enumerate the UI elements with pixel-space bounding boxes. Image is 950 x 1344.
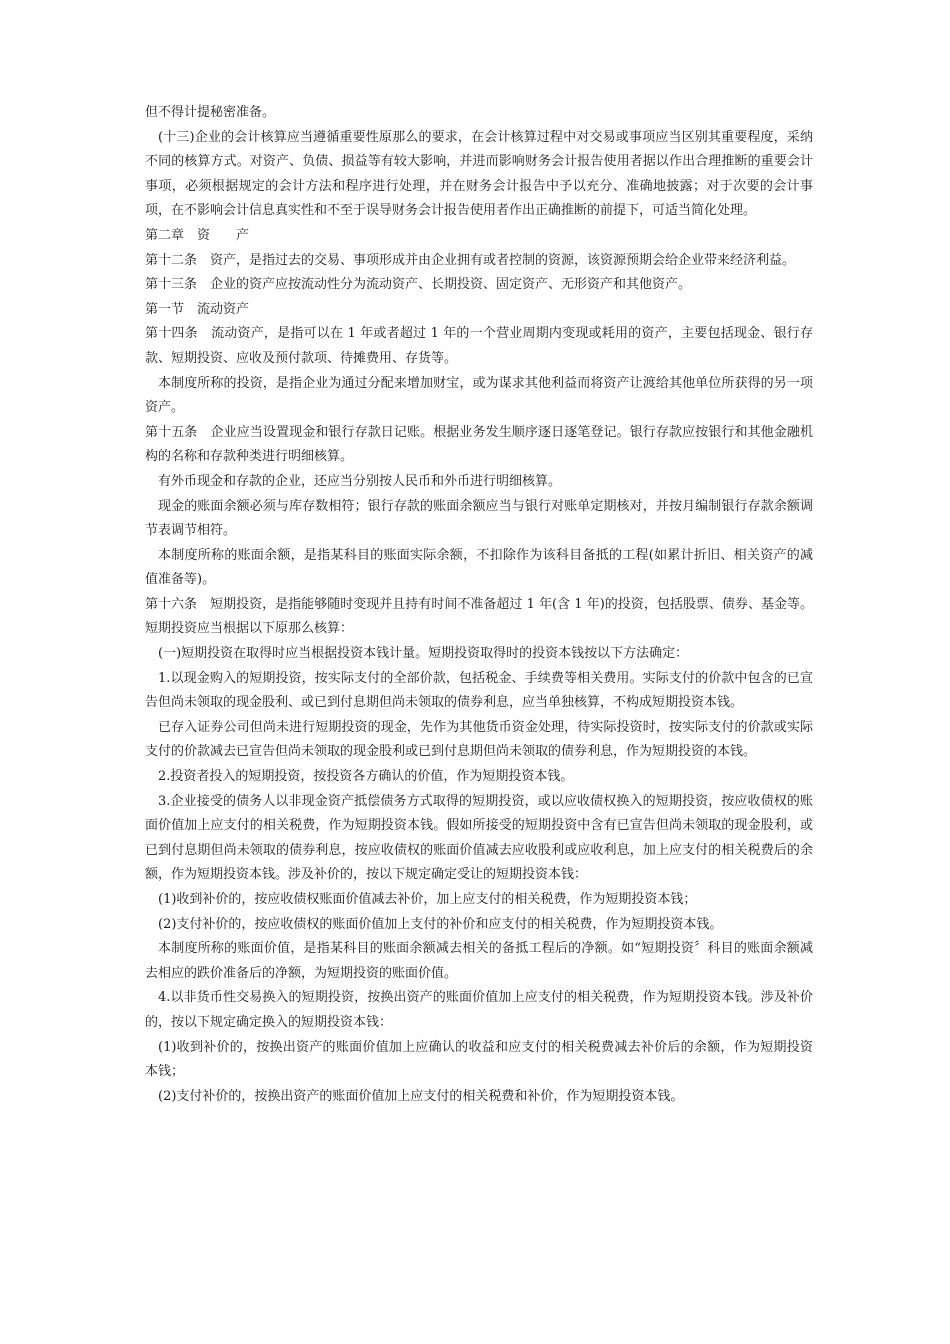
paragraph: (十三)企业的会计核算应当遵循重要性原那么的要求，在会计核算过程中对交易或事项应当区别其重要程度，采纳不同的核算方式。对资产、负债、损益等有较大影响，并进而影响财务会计报告使用者据以作出合理推断的重要会计事项，必须根据规定的会计方法和程序进行处理，并在财务会计报告中予以充分、准确地披露；对于次要的会计事项，在不影响会计信息真实性和不至于误导财务会计报告使用者作出正确推断的前提下，可适当简化处理。 [145, 129, 813, 219]
paragraph: (1)收到补价的，按应收债权账面价值减去补价，加上应支付的相关税费，作为短期投资本钱； [158, 892, 697, 907]
paragraph: (1)收到补价的，按换出资产的账面价值加上应确认的收益和应支付的相关税费减去补价后的余额，作为短期投资本钱； [145, 1039, 813, 1080]
paragraph: 本制度所称的账面价值，是指某科目的账面余额减去相关的备抵工程后的净额。如“短期投资〞科目的账面余额减去相应的跌价准备后的净额，为短期投资的账面价值。 [145, 941, 813, 981]
paragraph: 本制度所称的投资，是指企业为通过分配来增加财宝，或为谋求其他利益而将资产让渡给其他单位所获得的另一项资产。 [145, 375, 813, 416]
article-paragraph: 第十五条 企业应当设置现金和银行存款日记账。根据业务发生顺序逐日逐笔登记。银行存款应按银行和其他金融机构的名称和存款种类进行明细核算。 [145, 424, 813, 465]
paragraph: 但不得计提秘密准备。 [145, 105, 276, 120]
paragraph: 有外币现金和存款的企业，还应当分别按人民币和外币进行明细核算。 [158, 473, 562, 489]
paragraph: 本制度所称的账面余额，是指某科目的账面实际余额，不扣除作为该科目备抵的工程(如累计折旧、相关资产的减值准备等)。 [145, 547, 813, 588]
paragraph: 1.以现金购入的短期投资，按实际支付的全部价款，包括税金、手续费等相关费用。实际支付的价款中包含的已宣告但尚未领取的现金股利、或已到付息期但尚未领取的债券利息，应当单独核算，不构成短期投资本钱。 [145, 670, 813, 711]
chapter-heading: 第二章 资 产 [145, 227, 250, 243]
paragraph: 现金的账面余额必须与库存数相符；银行存款的账面余额应当与银行对账单定期核对，并按月编制银行存款余额调节表调节相符。 [145, 498, 813, 539]
article-paragraph: 第十六条 短期投资，是指能够随时变现并且持有时间不准备超过 1 年(含 1 年)的投资，包括股票、债券、基金等。短期投资应当根据以下原那么核算： [145, 596, 813, 637]
paragraph: 已存入证券公司但尚未进行短期投资的现金，先作为其他货币资金处理，待实际投资时，按实际支付的价款或实际支付的价款减去已宣告但尚未领取的现金股利或已到付息期但尚未领取的债券利息，作为短期投资的本钱。 [145, 719, 813, 760]
paragraph: 3.企业接受的债务人以非现金资产抵偿债务方式取得的短期投资，或以应收债权换入的短期投资，按应收债权的账面价值加上应支付的相关税费，作为短期投资本钱。假如所接受的短期投资中含有已宣告但尚未领取的现金股利，或已到付息期但尚未领取的债券利息，按应收债权的账面价值减去应收股利或应收利息，加上应支付的相关税费后的余额，作为短期投资本钱。涉及补价的，按以下规定确定受让的短期投资本钱： [145, 793, 813, 883]
paragraph: 4.以非货币性交易换入的短期投资，按换出资产的账面价值加上应支付的相关税费，作为短期投资本钱。涉及补价的，按以下规定确定换入的短期投资本钱： [145, 990, 813, 1030]
paragraph: (2)支付补价的，按应收债权的账面价值加上支付的补价和应支付的相关税费，作为短期投资本钱。 [158, 916, 723, 932]
paragraph: 2.投资者投入的短期投资，按投资各方确认的价值，作为短期投资本钱。 [158, 769, 574, 785]
article-paragraph: 第十四条 流动资产，是指可以在 1 年或者超过 1 年的一个营业周期内变现或耗用的资产，主要包括现金、银行存款、短期投资、应收及预付款项、待摊费用、存货等。 [145, 326, 813, 366]
article-paragraph: 第十三条 企业的资产应按流动性分为流动资产、长期投资、固定资产、无形资产和其他资产。 [145, 277, 692, 293]
paragraph: (2)支付补价的，按换出资产的账面价值加上应支付的相关税费和补价，作为短期投资本钱。 [158, 1088, 684, 1104]
article-paragraph: 第十二条 资产，是指过去的交易、事项形成并由企业拥有或者控制的资源，该资源预期会给企业带来经济利益。 [145, 252, 796, 268]
paragraph: (一)短期投资在取得时应当根据投资本钱计量。短期投资取得时的投资本钱按以下方法确定： [158, 646, 689, 662]
document-body [145, 101, 813, 1109]
section-heading: 第一节 流动资产 [145, 301, 250, 317]
